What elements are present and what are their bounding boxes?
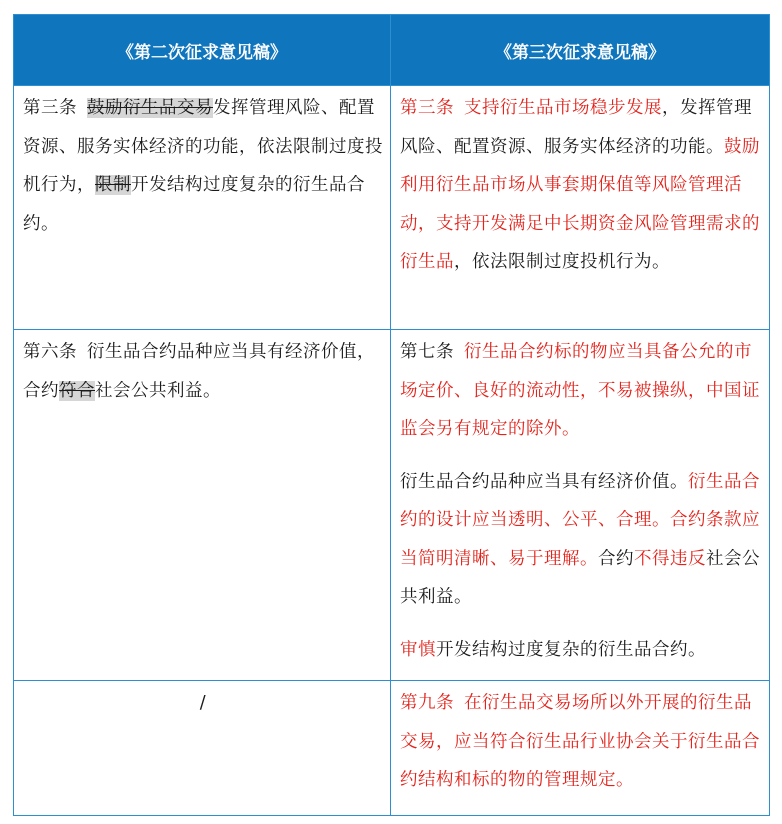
not-applicable-mark: / — [199, 693, 207, 713]
clause-text: 衍生品合约品种应当具有经济价值。 — [400, 471, 688, 492]
added-text: 支持衍生品市场稳步发展 — [464, 98, 662, 118]
second-draft-article-3 — [14, 86, 391, 330]
clause-text: 开发结构过度复杂的衍生品合约。 — [436, 639, 706, 660]
comparison-table — [13, 14, 770, 816]
deleted-text: 限制 — [95, 175, 131, 195]
clause-text: 衍生品合约品种应当具有经济价值，合约 — [23, 342, 375, 401]
added-text: 不得违反 — [634, 548, 706, 569]
third-draft-article-3 — [391, 86, 770, 330]
added-text: 衍生品合约标的物应当具备公允的市场定价、良好的流动性，不易被操纵，中国证监会另有规定的除外。 — [400, 342, 760, 439]
article-number: 第三条 — [23, 98, 77, 118]
added-text: 鼓励利用衍生品市场从事套期保值等风险管理活动，支持开发满足中长期资金风险管理需求的衍生品 — [400, 136, 760, 272]
third-draft-article-9 — [391, 681, 770, 816]
clause-text: 发挥管理风险、配置资源、服务实体经济的功能，依法限制过度投机行为， — [23, 98, 383, 195]
added-text: 在衍生品交易场所以外开展的衍生品交易，应当符合衍生品行业协会关于衍生品合约结构和标的物的管理规定。 — [400, 693, 760, 790]
second-draft-empty-cell — [14, 681, 391, 816]
table-row — [14, 330, 770, 681]
added-text: 衍生品合约的设计应当透明、公平、合理。合约条款应当简明清晰、易于理解。 — [400, 471, 760, 569]
table-row — [14, 86, 770, 330]
clause-text: 开发结构过度复杂的衍生品合约。 — [23, 175, 365, 234]
clause-text: 合约 — [598, 548, 634, 569]
clause-text: 社会公共利益。 — [95, 380, 221, 401]
third-draft-article-7 — [391, 330, 770, 681]
deleted-text: 鼓励衍生品交易 — [87, 98, 213, 118]
article-number: 第九条 — [400, 693, 454, 713]
clause-paragraph — [400, 333, 762, 449]
header-second-draft: 《第二次征求意见稿》 — [14, 15, 391, 86]
header-third-draft: 《第三次征求意见稿》 — [391, 15, 770, 86]
added-text: 审慎 — [400, 639, 436, 660]
clause-text: 社会公共利益。 — [400, 548, 760, 607]
clause-paragraph — [400, 463, 762, 617]
clause-text: ，依法限制过度投机行为。 — [454, 252, 670, 272]
clause-paragraph — [400, 631, 762, 670]
article-number: 第六条 — [23, 342, 77, 362]
article-number: 第三条 — [400, 98, 454, 118]
deleted-text: 符合 — [59, 380, 95, 401]
table-row — [14, 681, 770, 816]
clause-text: ，发挥管理风险、配置资源、服务实体经济的功能。 — [400, 98, 752, 157]
second-draft-article-6 — [14, 330, 391, 681]
table-header-row — [14, 15, 770, 86]
article-number: 第七条 — [400, 342, 454, 362]
